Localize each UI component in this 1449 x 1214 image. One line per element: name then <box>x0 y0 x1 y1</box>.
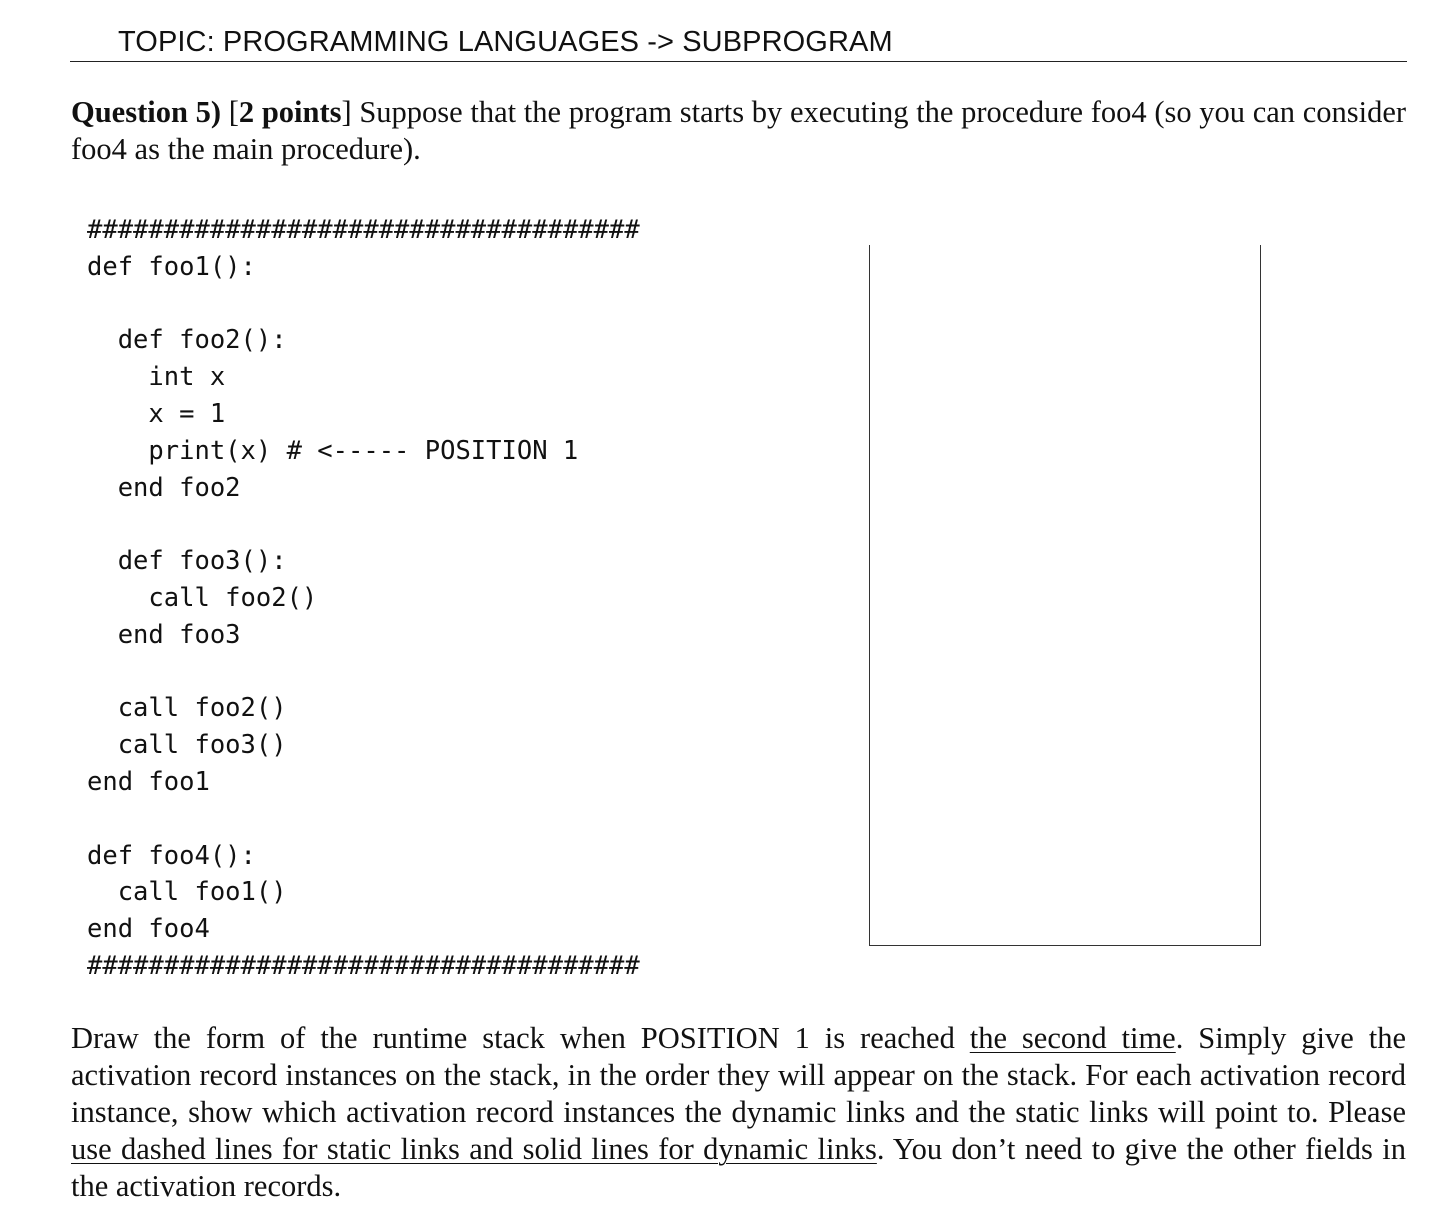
code-line: call foo1() <box>87 877 287 908</box>
instructions-text-2: . Simply give the activation record instances on the stack, in the order they will appear on the stack. For each activation record instance, show which activation record instances the dynamic links and the static links will point to. Please <box>71 1021 1406 1129</box>
heading-divider <box>70 61 1407 62</box>
instructions <box>71 1020 1406 1205</box>
instructions-text-3: . You don’t need to give the other fields in the activation records. <box>71 1132 1406 1203</box>
code-line: call foo3() <box>87 730 287 761</box>
points-open-bracket: [ <box>228 95 239 129</box>
code-line: call foo2() <box>87 693 287 724</box>
code-line: end foo3 <box>87 619 241 650</box>
instructions-text-1: Draw the form of the runtime stack when POSITION 1 is reached <box>71 1021 970 1055</box>
underlined-second-time: the second time <box>969 1021 1176 1055</box>
answer-drawing-box[interactable] <box>869 245 1261 946</box>
code-listing <box>87 212 640 985</box>
code-line <box>87 801 640 838</box>
code-line: end foo4 <box>87 914 210 945</box>
code-line: def foo1(): <box>87 251 256 282</box>
code-line: call foo2() <box>87 582 318 613</box>
question-label: Question 5) <box>71 95 222 129</box>
code-line <box>87 506 640 543</box>
code-line <box>87 654 640 691</box>
question-text: Suppose that the program starts by executing the procedure foo4 (so you can consider foo4 as the main procedure). <box>71 95 1407 166</box>
code-line: print(x) # <----- POSITION 1 <box>87 435 579 466</box>
code-line: #################################### <box>87 215 640 245</box>
code-line: end foo2 <box>87 472 241 503</box>
underlined-link-style: use dashed lines for static links and solid lines for dynamic links <box>71 1132 877 1166</box>
code-line: def foo2(): <box>87 325 287 356</box>
code-line: def foo3(): <box>87 546 287 577</box>
code-line: def foo4(): <box>87 840 256 871</box>
code-line: int x <box>87 362 226 393</box>
code-line: end foo1 <box>87 766 210 797</box>
question-points: 2 points <box>238 95 342 129</box>
code-line: x = 1 <box>87 398 226 429</box>
points-close-bracket: ] <box>341 95 352 129</box>
code-line <box>87 286 640 323</box>
question-prompt <box>71 94 1406 168</box>
code-line: #################################### <box>87 950 640 981</box>
topic-heading: TOPIC: PROGRAMMING LANGUAGES -> SUBPROGRAM <box>118 26 893 58</box>
